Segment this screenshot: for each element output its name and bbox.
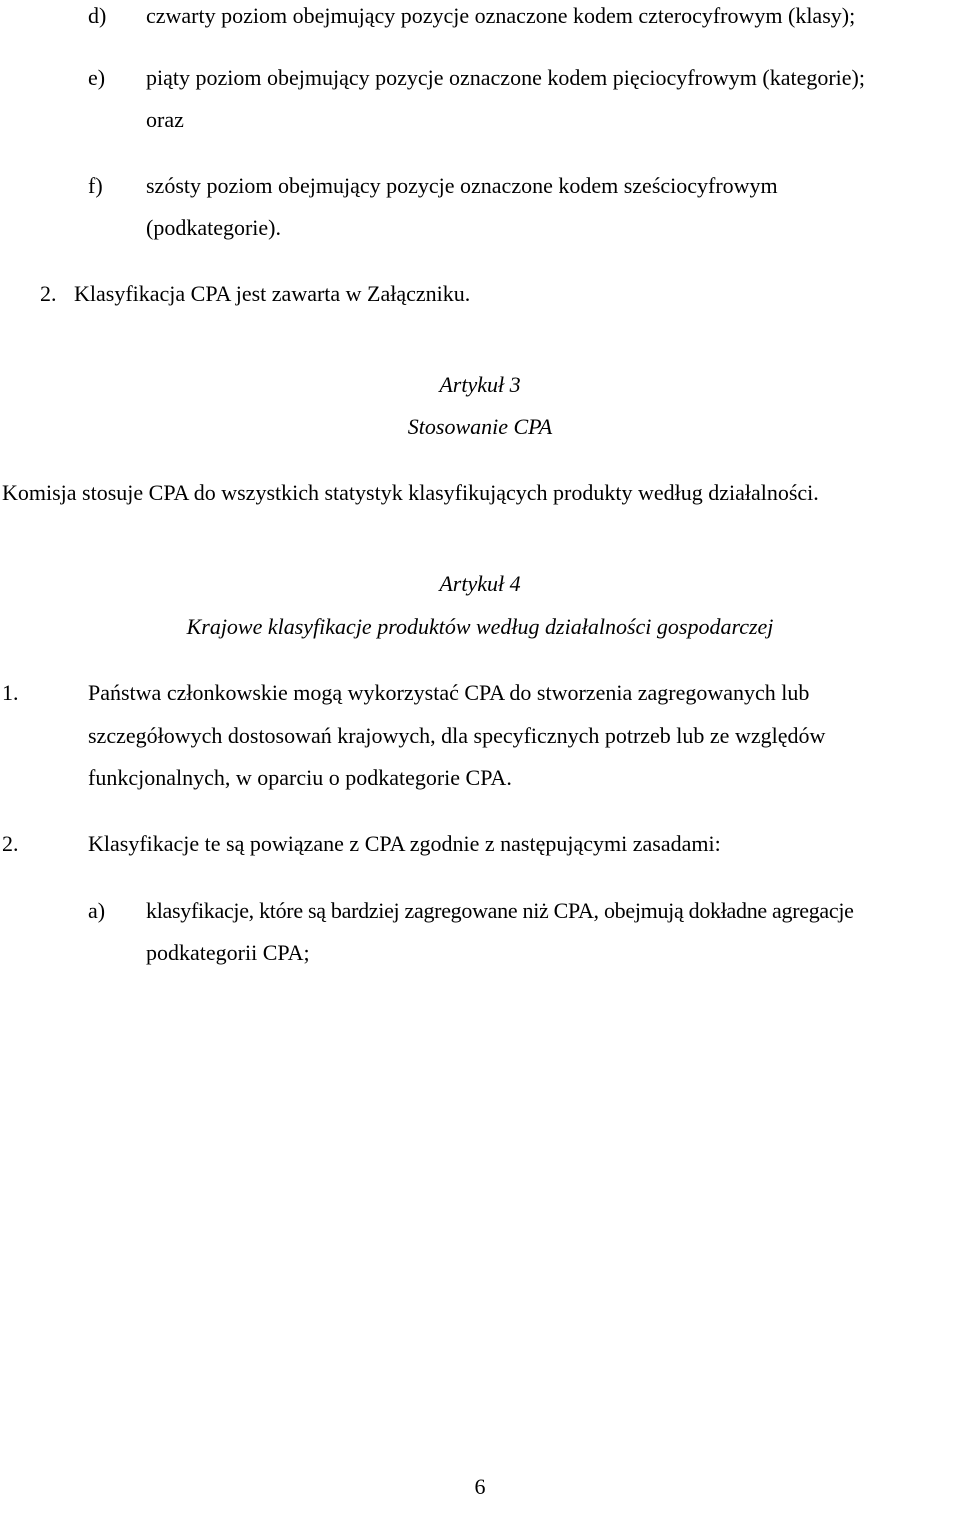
list-item-d-line-1: czwarty poziom obejmujący pozycje oznaczone kodem czterocyfrowym (klasy); (146, 3, 856, 28)
article-4-item-a-line-2: podkategorii CPA; (146, 940, 310, 965)
list-item-e-line-1: piąty poziom obejmujący pozycje oznaczone kodem pięciocyfrowym (kategorie); (146, 65, 865, 90)
article-3-body: Komisja stosuje CPA do wszystkich statystyk klasyfikujących produkty według działalności. (2, 480, 819, 505)
list-item-f-line-1: szósty poziom obejmujący pozycje oznaczone kodem sześciocyfrowym (146, 173, 778, 198)
article-4-point-1-number: 1. (2, 680, 19, 705)
paragraph-text: Klasyfikacja CPA jest zawarta w Załączniku. (74, 281, 471, 306)
article-4-point-1-line-1: Państwa członkowskie mogą wykorzystać CPA do stworzenia zagregowanych lub (88, 680, 810, 705)
article-4-item-a-line-1: klasyfikacje, które są bardziej zagregowane niż CPA, obejmują dokładne agregacje (146, 898, 854, 923)
paragraph-number: 2. (40, 281, 57, 306)
article-4-item-a-label: a) (88, 898, 106, 923)
list-item-e-line-2: oraz (146, 107, 184, 132)
article-4-title: Krajowe klasyfikacje produktów według działalności gospodarczej (186, 614, 774, 639)
article-4-point-1-line-3: funkcjonalnych, w oparciu o podkategorie CPA. (88, 765, 512, 790)
article-4-point-2-number: 2. (2, 831, 19, 856)
article-3-title: Stosowanie CPA (407, 414, 553, 439)
list-label-d: d) (88, 3, 107, 28)
article-4-point-1-line-2: szczegółowych dostosowań krajowych, dla specyficznych potrzeb lub ze względów (88, 723, 826, 748)
list-label-f: f) (88, 173, 103, 198)
article-4-heading: Artykuł 4 (439, 571, 521, 596)
list-item-f-line-2: (podkategorie). (146, 215, 281, 240)
page-number: 6 (474, 1474, 486, 1499)
article-3-heading: Artykuł 3 (439, 372, 521, 397)
article-4-point-2-text: Klasyfikacje te są powiązane z CPA zgodnie z następującymi zasadami: (88, 831, 721, 856)
list-label-e: e) (88, 65, 106, 90)
